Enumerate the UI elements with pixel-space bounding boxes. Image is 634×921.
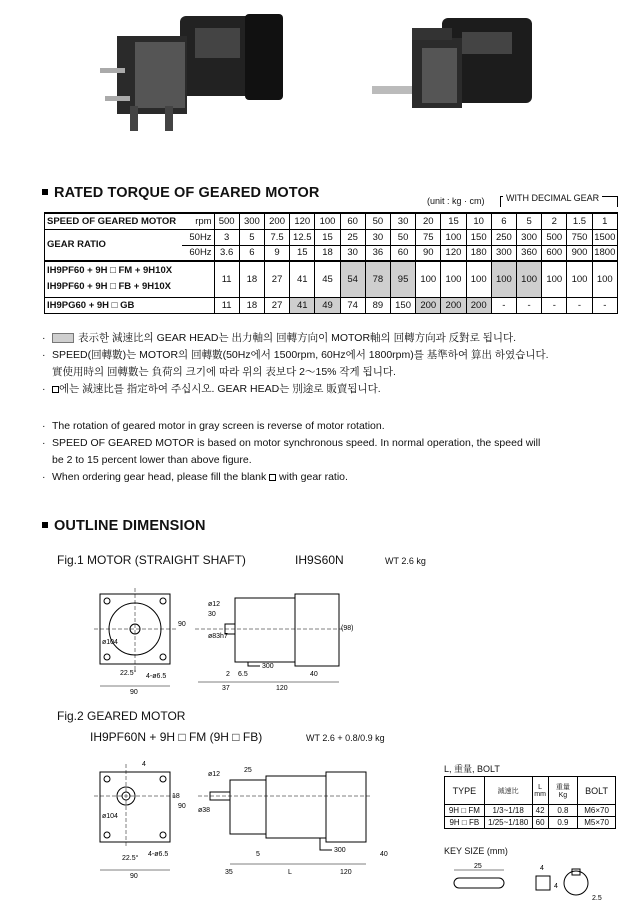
dim-25: 25: [244, 767, 252, 774]
dim-pilot: ø83h7: [208, 633, 228, 640]
notes-korean: [42, 330, 549, 398]
ratio-cell: 18: [315, 245, 340, 261]
speed-cell: 200: [264, 213, 289, 229]
ratio-cell: 15: [315, 229, 340, 245]
rpm-label: rpm: [182, 213, 214, 229]
ratio-cell: 120: [441, 245, 466, 261]
speed-cell: 30: [390, 213, 415, 229]
ratio-cell: 1800: [592, 245, 617, 261]
geared-motor-photo-front: [95, 8, 295, 136]
bolt-cell: 42: [532, 805, 548, 817]
bolt-cell: 0.9: [548, 817, 578, 829]
torque-cell: 100: [416, 261, 441, 297]
dim-d104: ø104: [102, 813, 118, 820]
dim-6-5: 6.5: [238, 671, 248, 678]
speed-cell: 60: [340, 213, 365, 229]
bolt-cell: 1/25~1/180: [484, 817, 532, 829]
dim-hole: 4-ø6.5: [148, 851, 169, 858]
torque-cell: 100: [542, 261, 567, 297]
bullet-icon: [42, 522, 48, 528]
dim-98: (98): [341, 625, 354, 632]
model1-row: [45, 261, 618, 297]
speed-cell: 5: [516, 213, 541, 229]
outline-dimension-title: OUTLINE DIMENSION: [42, 518, 206, 534]
speed-cell: 10: [466, 213, 491, 229]
notes-english: [42, 418, 540, 486]
ratio-cell: 100: [441, 229, 466, 245]
dim-30: 30: [208, 611, 216, 618]
dim-wire: 300: [262, 663, 274, 670]
ratio-cell: 60: [390, 245, 415, 261]
note-en-3: · When ordering gear head, please fill the blank with gear ratio.: [42, 471, 348, 483]
dim-wire: 300: [334, 847, 346, 854]
dim-d104: ø104: [102, 639, 118, 646]
speed-cell: 2: [542, 213, 567, 229]
fig1-weight: WT 2.6 kg: [385, 556, 426, 566]
rated-torque-title: RATED TORQUE OF GEARED MOTOR: [42, 185, 319, 201]
model2-row: [45, 297, 618, 313]
speed-cell: 1: [592, 213, 617, 229]
speed-cell: 1.5: [567, 213, 592, 229]
speed-cell: 6: [491, 213, 516, 229]
geared-motor-photo-angle: [352, 8, 552, 136]
torque-cell: -: [592, 297, 617, 313]
dim-angle: 22.5°: [122, 855, 139, 862]
ratio-cell: 30: [365, 229, 390, 245]
torque-cell-reverse: 100: [516, 261, 541, 297]
torque-cell: 41: [290, 261, 315, 297]
dim-5: 5: [256, 851, 260, 858]
key-size-caption: KEY SIZE (mm): [444, 846, 508, 856]
dim-35: 35: [225, 869, 233, 876]
torque-cell: -: [491, 297, 516, 313]
bolt-table-caption: L, 重量, BOLT: [444, 764, 500, 774]
torque-cell: 11: [214, 261, 239, 297]
torque-cell: 27: [264, 297, 289, 313]
torque-cell-reverse: 100: [491, 261, 516, 297]
model1-label: [45, 261, 215, 297]
bolt-header-type: TYPE: [445, 777, 485, 805]
bolt-header-weight: 重量 Kg: [548, 777, 578, 805]
ratio-cell: 90: [416, 245, 441, 261]
dim-120: 120: [276, 685, 288, 692]
unit-label: (unit : kg · cm): [427, 196, 485, 206]
ratio-cell: 15: [290, 245, 315, 261]
speed-row: [45, 213, 618, 229]
dim-90-h: 90: [130, 873, 138, 880]
torque-table: [44, 212, 618, 314]
torque-cell: -: [567, 297, 592, 313]
ratio-cell: 300: [491, 245, 516, 261]
ratio-cell: 750: [567, 229, 592, 245]
torque-cell-reverse: 200: [416, 297, 441, 313]
ratio-cell: 25: [340, 229, 365, 245]
dim-90-h: 90: [130, 689, 138, 696]
speed-cell: 20: [416, 213, 441, 229]
ratio-cell: 250: [491, 229, 516, 245]
ratio-cell: 1500: [592, 229, 617, 245]
ratio-cell: 50: [390, 229, 415, 245]
dim-38: ø38: [198, 807, 211, 814]
torque-cell: 11: [214, 297, 239, 313]
torque-cell: 100: [592, 261, 617, 297]
torque-cell-reverse: 200: [441, 297, 466, 313]
key-h4: 4: [554, 883, 558, 890]
ratio-cell: 9: [264, 245, 289, 261]
hz50-label: 50Hz: [182, 229, 214, 245]
ratio-cell: 7.5: [264, 229, 289, 245]
torque-cell: 150: [390, 297, 415, 313]
model2-label: IH9PG60 + 9H □ GB: [45, 297, 215, 313]
speed-cell: 100: [315, 213, 340, 229]
dim-120: 120: [340, 869, 352, 876]
torque-cell: 74: [340, 297, 365, 313]
ratio-cell: 5: [239, 229, 264, 245]
dim-shaft: ø12: [208, 771, 221, 778]
torque-cell: -: [516, 297, 541, 313]
gear-ratio-label: GEAR RATIO: [45, 229, 183, 261]
bullet-icon: [42, 189, 48, 195]
ratio-cell: 75: [416, 229, 441, 245]
key-d: 2.5: [592, 895, 602, 902]
ratio-cell: 600: [542, 245, 567, 261]
bolt-cell: 0.8: [548, 805, 578, 817]
torque-cell-reverse: 54: [340, 261, 365, 297]
ratio-cell: 150: [466, 229, 491, 245]
bolt-header-l: L mm: [532, 777, 548, 805]
ratio-cell: 3: [214, 229, 239, 245]
bolt-cell: 60: [532, 817, 548, 829]
model1-line1: IH9PF60 + 9H □ FM + 9H10X: [47, 265, 173, 277]
key-w4: 4: [540, 865, 544, 872]
speed-cell: 500: [214, 213, 239, 229]
speed-cell: 120: [290, 213, 315, 229]
bolt-cell: 9H □ FM: [445, 805, 485, 817]
ratio-cell: 6: [239, 245, 264, 261]
dim-90-v: 90: [178, 803, 186, 810]
torque-cell: 89: [365, 297, 390, 313]
torque-cell: -: [542, 297, 567, 313]
dim-shaft: ø12: [208, 601, 221, 608]
bolt-cell: 1/3~1/18: [484, 805, 532, 817]
bolt-header-row: [445, 777, 616, 805]
dim-2: 2: [226, 671, 230, 678]
dim-40: 40: [380, 851, 388, 858]
dim-hole: 4-ø6.5: [146, 673, 167, 680]
note-en-2b: be 2 to 15 percent lower than above figure.: [52, 454, 252, 466]
model1-line2: IH9PF60 + 9H □ FB + 9H10X: [47, 281, 172, 293]
fig1-title: Fig.1 MOTOR (STRAIGHT SHAFT): [57, 553, 246, 567]
speed-cell: 300: [239, 213, 264, 229]
note-kr-2b: 實使用時의 回轉數는 負荷의 크기에 따라 위의 表보다 2～15% 작게 됩니다.: [52, 366, 396, 378]
bolt-row: [445, 805, 616, 817]
torque-cell: 45: [315, 261, 340, 297]
decimal-gear-label: WITH DECIMAL GEAR: [503, 193, 602, 203]
gray-swatch-icon: [52, 333, 74, 343]
note-kr-1: · 表示한 減速比의 GEAR HEAD는 出力軸의 回轉方向이 MOTOR軸의 回轉方向과 反對로 됩니다.: [42, 332, 517, 344]
torque-cell-reverse: 95: [390, 261, 415, 297]
torque-cell: 18: [239, 297, 264, 313]
speed-cell: 50: [365, 213, 390, 229]
ratio-cell: 36: [365, 245, 390, 261]
torque-cell: 100: [567, 261, 592, 297]
dim-90-v: 90: [178, 621, 186, 628]
key-25: 25: [474, 863, 482, 870]
torque-cell-reverse: 49: [315, 297, 340, 313]
fig1-model: IH9S60N: [295, 553, 344, 567]
speed-cell: 15: [441, 213, 466, 229]
geared-motor-dimension-drawing: [80, 752, 410, 882]
hz60-label: 60Hz: [182, 245, 214, 261]
torque-cell-reverse: 78: [365, 261, 390, 297]
speed-label: SPEED OF GEARED MOTOR: [45, 213, 183, 229]
dim-40: 40: [310, 671, 318, 678]
dim-L: L: [288, 869, 292, 876]
torque-cell-reverse: 200: [466, 297, 491, 313]
fig2-model: IH9PF60N + 9H □ FM (9H □ FB): [90, 730, 263, 744]
ratio-cell: 12.5: [290, 229, 315, 245]
bolt-row: [445, 817, 616, 829]
torque-cell: 18: [239, 261, 264, 297]
note-en-1: · The rotation of geared motor in gray screen is reverse of motor rotation.: [42, 420, 385, 432]
ratio-cell: 30: [340, 245, 365, 261]
key-size-drawing: [444, 858, 620, 918]
bolt-cell: M5×70: [578, 817, 616, 829]
ratio-cell: 900: [567, 245, 592, 261]
ratio-cell: 360: [516, 245, 541, 261]
ratio-cell: 180: [466, 245, 491, 261]
note-en-2: · SPEED OF GEARED MOTOR is based on motor synchronous speed. In normal operation, the speed will: [42, 437, 541, 449]
bolt-cell: M6×70: [578, 805, 616, 817]
ratio-cell: 500: [542, 229, 567, 245]
blank-square-icon: [52, 386, 59, 393]
torque-cell: 100: [441, 261, 466, 297]
dim-18: 18: [172, 793, 180, 800]
note-kr-2: · SPEED(回轉數)는 MOTOR의 回轉數(50Hz에서 1500rpm, 60Hz에서 1800rpm)를 基準하여 算出 하였습니다.: [42, 349, 549, 361]
ratio-50-row: [45, 229, 618, 245]
torque-cell: 100: [466, 261, 491, 297]
torque-cell: 27: [264, 261, 289, 297]
fig2-weight: WT 2.6 + 0.8/0.9 kg: [306, 733, 385, 743]
torque-cell-reverse: 41: [290, 297, 315, 313]
fig2-title: Fig.2 GEARED MOTOR: [57, 709, 186, 723]
ratio-cell: 3.6: [214, 245, 239, 261]
ratio-cell: 300: [516, 229, 541, 245]
bolt-cell: 9H □ FB: [445, 817, 485, 829]
dim-37: 37: [222, 685, 230, 692]
note-kr-3: · 에는 減速比를 指定하여 주십시오. GEAR HEAD는 別途로 販賣됩니다.: [42, 383, 381, 395]
dim-4: 4: [142, 761, 146, 768]
bolt-header-bolt: BOLT: [578, 777, 616, 805]
bolt-table: [444, 776, 616, 829]
bolt-header-ratio: 減速比: [484, 777, 532, 805]
motor-dimension-drawing: [80, 578, 360, 698]
dim-angle: 22.5°: [120, 670, 137, 677]
